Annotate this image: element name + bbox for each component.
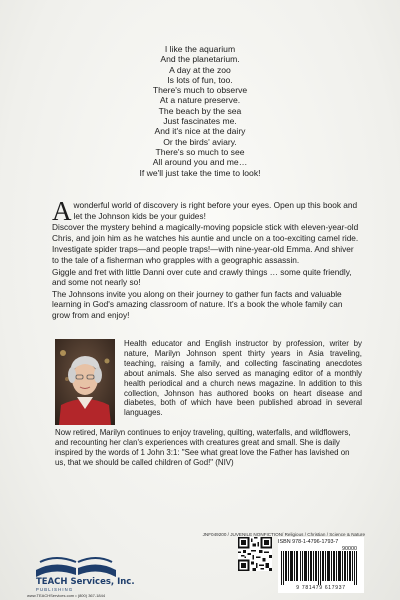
publisher-tagline: PUBLISHING: [36, 587, 74, 592]
poem-line: If we'll just take the time to look!: [139, 167, 261, 178]
blurb-text: wonderful world of discovery is right before your eyes. Open up this book and let the Johnson kids be your guides!: [73, 200, 358, 221]
blurb-paragraph-2: Discover the mystery behind a magically-moving popsicle stick with eleven-year-old Chris, and join him as he watches his auntie and uncle on a too-exciting camel ride.: [52, 222, 359, 243]
ean-number: 9 781479 617937: [296, 585, 346, 591]
publisher-web: www.TEACHServices.com • (800) 367-1844: [27, 593, 106, 598]
publisher-name: TEACH Services, Inc.: [36, 577, 135, 587]
author-portrait-image: [55, 339, 115, 425]
poem-line: All around you and me…: [152, 157, 248, 168]
blurb-paragraph-5: The Johnsons invite you along on their journey to gather fun facts and valuable learning in God's amazing classroom of nature. It's a book the whole family can grow from and enjoy!: [52, 288, 343, 320]
poem-line: The beach by the sea: [158, 105, 242, 116]
author-photo: [55, 339, 115, 425]
blurb-paragraph-4: Giggle and fret with little Danni over cute and crawly things … some quite friendly, and some not nearly so!: [52, 266, 352, 288]
poem-line: There's much to observe: [152, 85, 248, 96]
poem-line: I like the aquarium: [164, 44, 236, 54]
poem-line: A day at the zoo: [169, 64, 231, 75]
price-code: 90000: [342, 546, 357, 552]
blurb-paragraph-3: Investigate spider traps—and people traps!—with nine-year-old Emma. And shiver to the tale of a fisherman who grapples with a geographic assassin.: [52, 244, 354, 265]
poem-line: Is lots of fun, too.: [167, 74, 233, 85]
poem-line: And it's nice at the dairy: [154, 126, 246, 137]
isbn-number: ISBN 978-1-4796-1793-7: [278, 539, 339, 545]
poem-line: And the planetarium.: [160, 54, 240, 65]
author-bio: Health educator and English instructor by profession, writer by nature, Marilyn Johnson spent thirty years in Asia traveling, teaching, raising a family, and collecting fascinating anecdotes about animals. She also served as managing editor of a monthly health periodical and a church news magazine. In addition to this collection, Johnson has authored books on heart disease and diabetes, both of which have been published abroad in several languages.: [124, 339, 362, 418]
poem-line: There's so much to see: [155, 146, 245, 157]
bisac-categories: JNF049200 / JUVENILE NONFICTION/ Religious / Christian / Science & Nature: [202, 532, 365, 537]
poem-line: Or the birds' aviary.: [163, 136, 237, 147]
qr-code-icon: [238, 537, 272, 571]
poem-line: At a nature preserve.: [159, 95, 241, 106]
author-bio-continued: Now retired, Marilyn continues to enjoy traveling, quilting, waterfalls, and wildflowers, and recounting her clan's experiences with creatures great and small. She is daily inspired by the words of 1 John 3:1: "See what great love the Father has lavished on us, that we should be called children of God!" (NIV): [55, 428, 351, 467]
poem: [88, 44, 312, 178]
drop-cap: A: [52, 196, 72, 226]
blurb-paragraph-1: [52, 196, 360, 226]
poem-line: Just fascinates me.: [163, 116, 237, 127]
blurb: [52, 196, 360, 322]
